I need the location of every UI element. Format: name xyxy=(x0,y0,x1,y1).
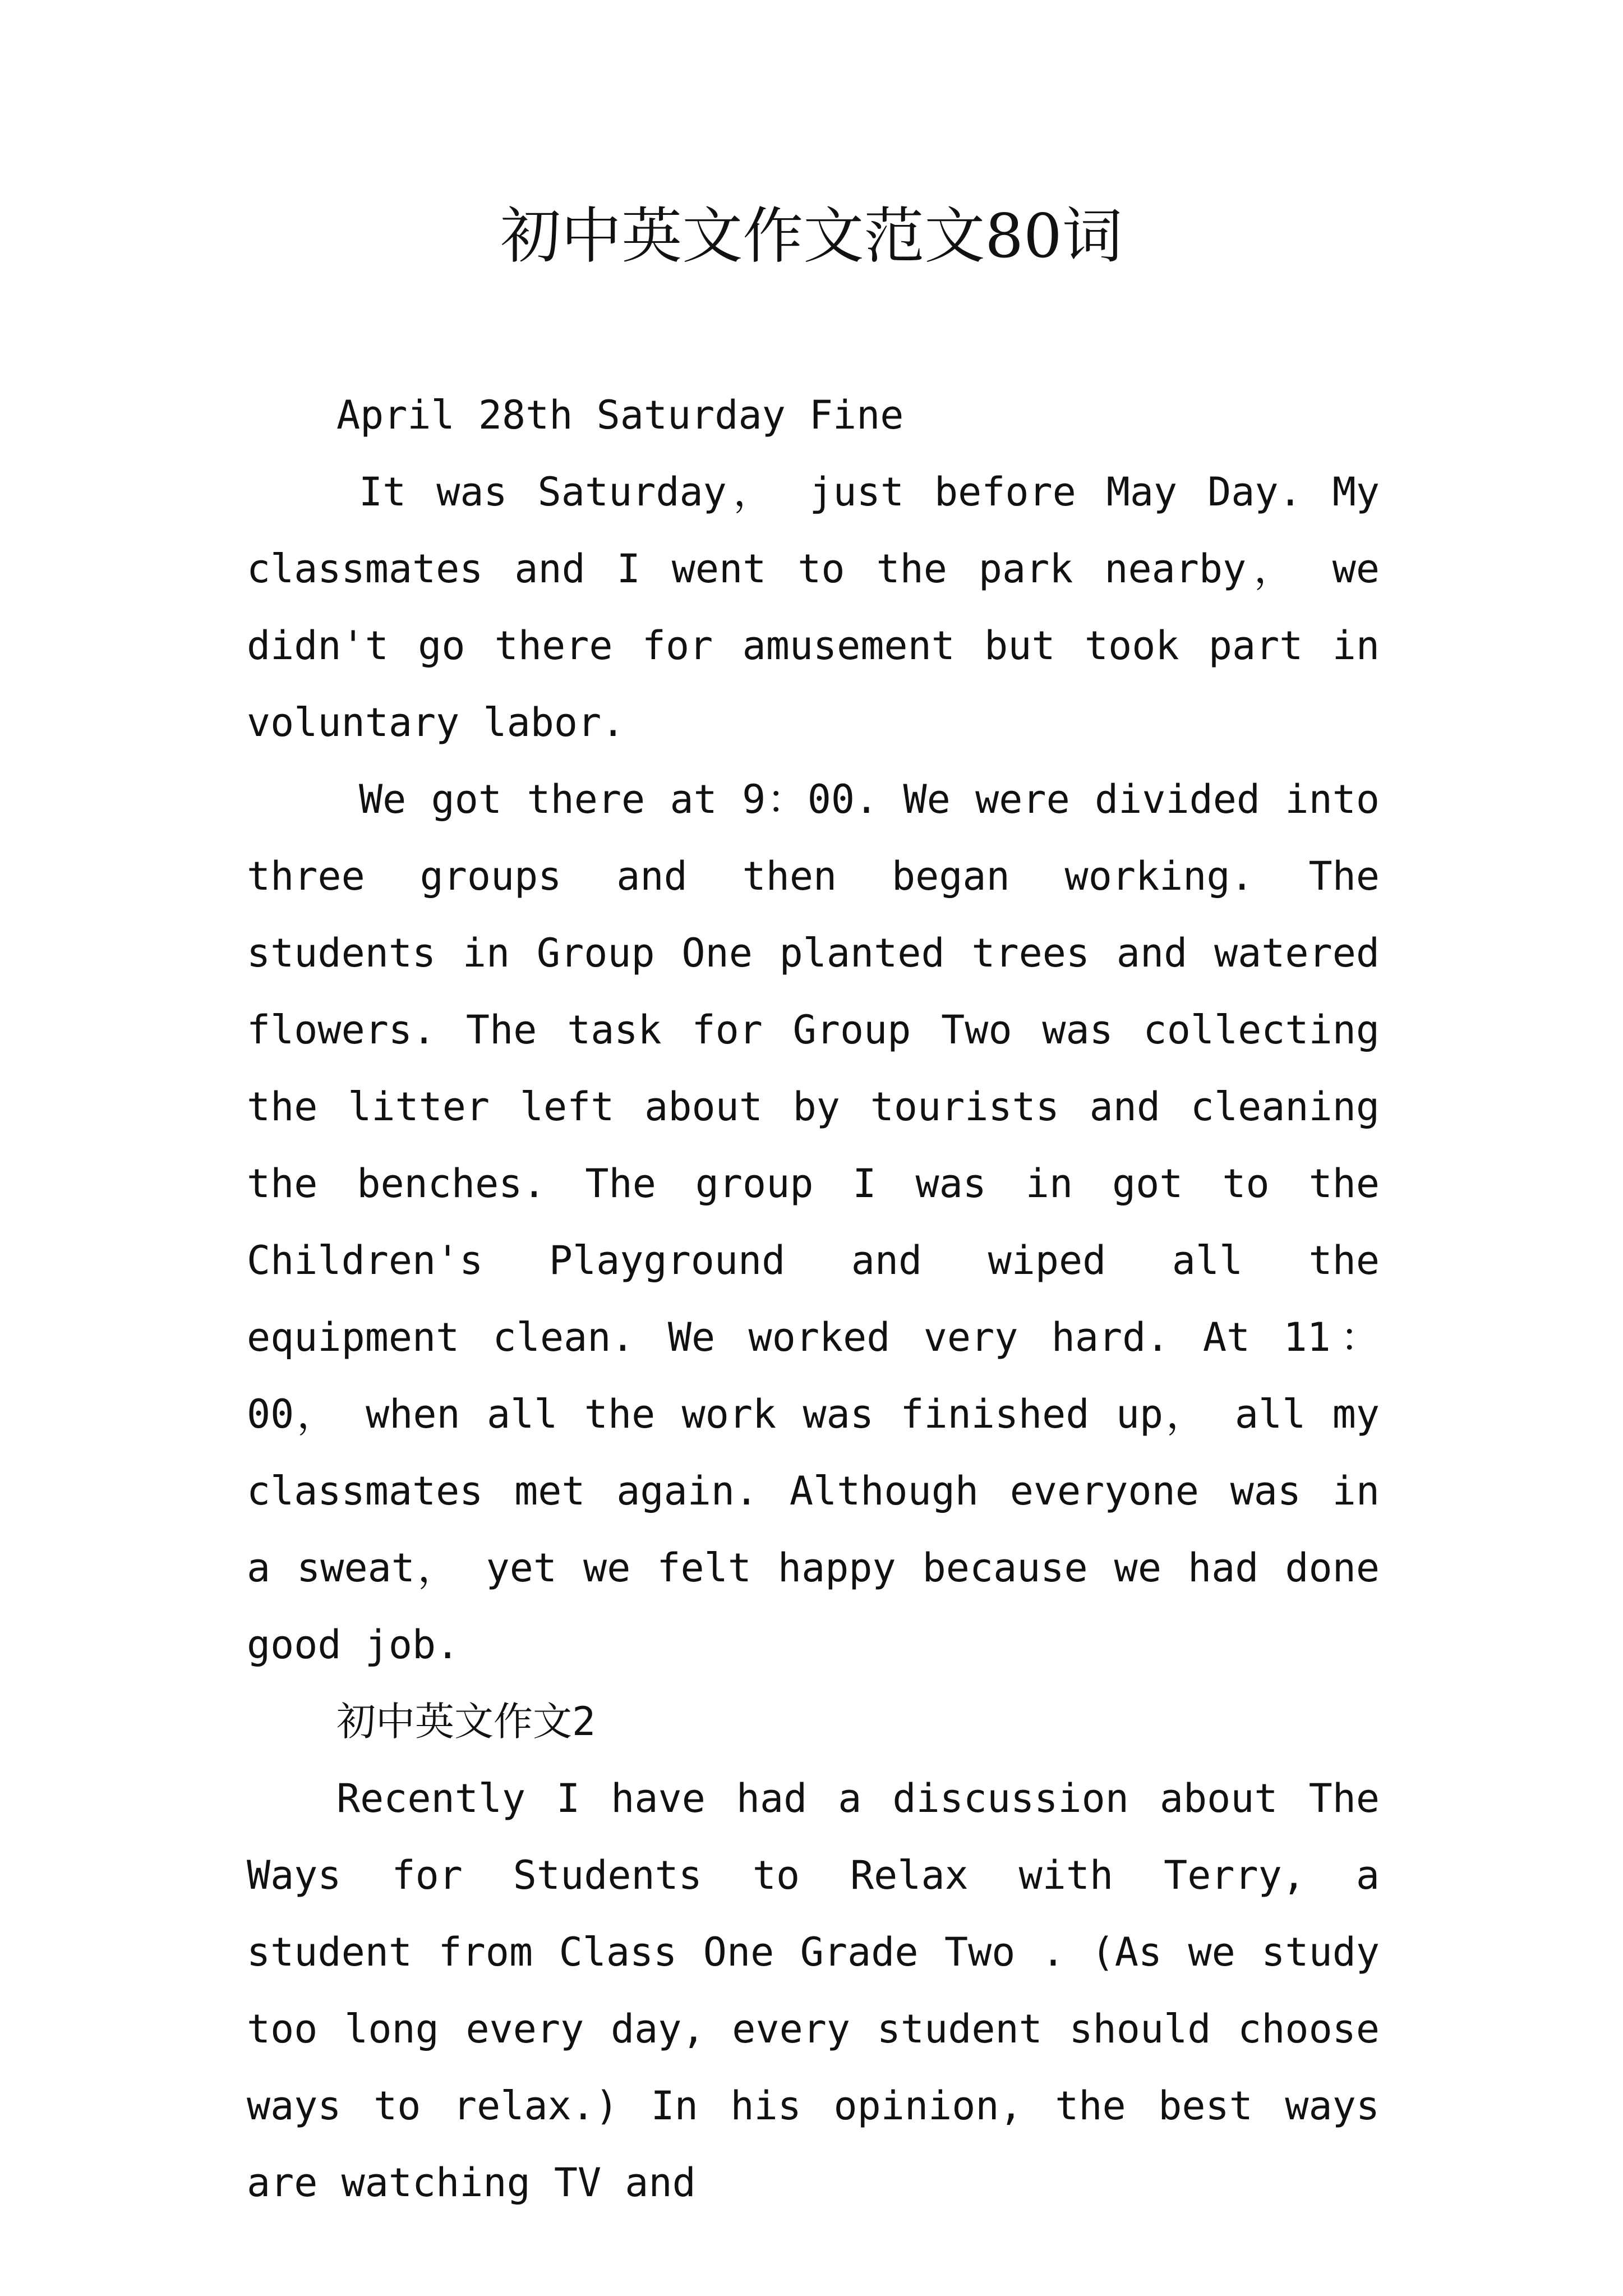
paragraph-3: Recently I have had a discussion about The Ways for Students to Relax with Terry, a student from Class One Grade Two . (As we study too long every day, every student should choose ways to relax.) In his opinion, the best ways are watching TV and xyxy=(247,1775,1380,2206)
paragraph-2: We got there at 9：00. We were divided into three groups and then began working. The students in Group One planted trees and watered flowers. The task for Group Two was collecting the litter left about by tourists and cleaning the benches. The group I was in got to the Children's Playground and wiped all the equipment clean. We worked very hard. At 11：00， when all the work was finished up， all my classmates met again. Although everyone was in a sweat， yet we felt happy because we had done good job. xyxy=(247,776,1380,1668)
section-heading-2: 初中英文作文2 xyxy=(336,1699,596,1745)
document-body xyxy=(247,377,1380,2221)
document-title: 初中英文作文范文80词 xyxy=(500,201,1123,272)
paragraph-1: It was Saturday， just before May Day. My classmates and I went to the park nearby， we didn't go there for amusement but took part in voluntary labor. xyxy=(247,469,1380,746)
diary-date-line: April 28th Saturday Fine xyxy=(336,392,904,438)
